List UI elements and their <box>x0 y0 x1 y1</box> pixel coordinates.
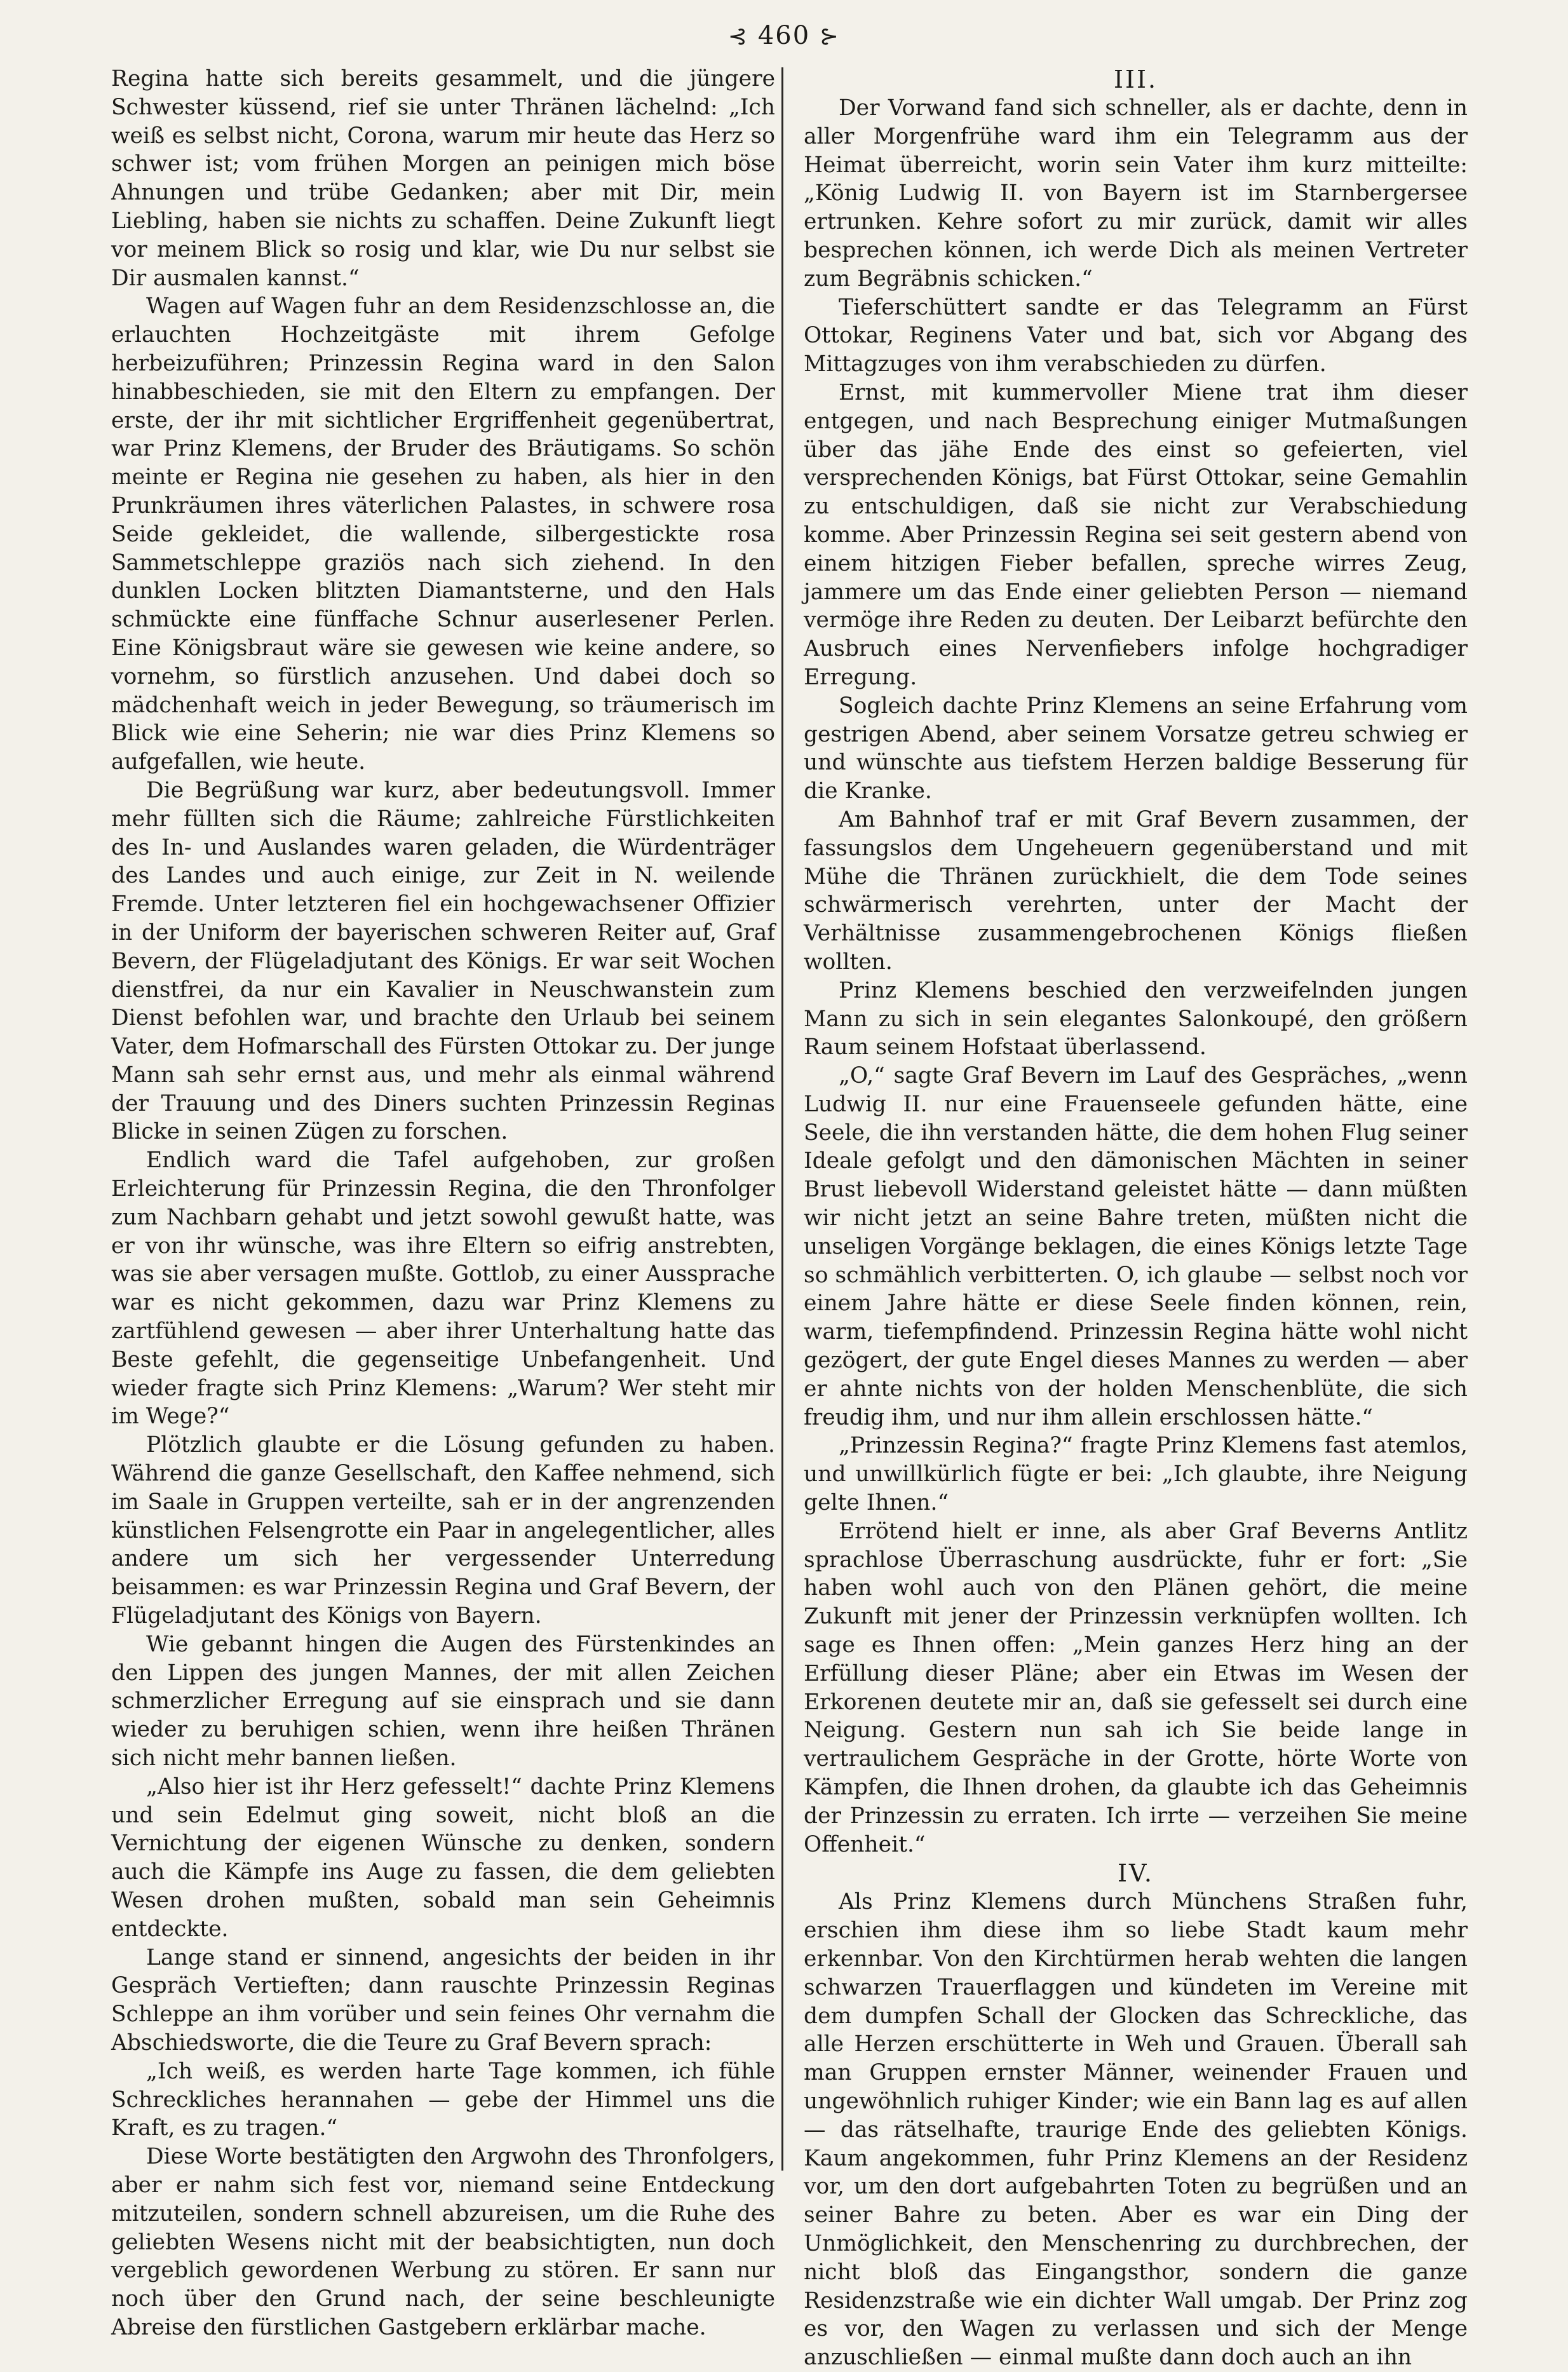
paragraph: „Ich weiß, es werden harte Tage kommen, ich fühle Schreckliches herannahen — gebe der Himmel uns die Kraft, es zu tragen.“ <box>111 2058 775 2141</box>
paragraph: Wie gebannt hingen die Augen des Fürstenkindes an den Lippen des jungen Mannes, der mit allen Zeichen schmerzlicher Erregung auf sie einsprach und sie dann wieder zu beruhigen schien, wenn ihre heißen Thränen sich nicht mehr bannen ließen. <box>111 1631 775 1772</box>
paragraph: Als Prinz Klemens durch Münchens Straßen fuhr, erschien ihm diese ihm so liebe Stadt kaum mehr erkennbar. Von den Kirchtürmen herab wehten die langen schwarzen Trauerflaggen und kündeten im Vereine mit dem dumpfen Schall der Glocken das Schreckliche, das alle Herzen erschütterte in Weh und Grauen. Überall sah man Gruppen ernster Männer, weinender Frauen und ungewöhnlich ruhiger Kinder; wie ein Bann lag es auf allen — das rätselhafte, traurige Ende des geliebten Königs. Kaum angekommen, fuhr Prinz Klemens an der Residenz vor, um den dort aufgebahrten Toten zu begrüßen und an seiner Bahre zu beten. Aber es war ein Ding der Unmöglichkeit, den Menschenring zu durchbrechen, der nicht bloß das Eingangsthor, sondern die ganze Residenzstraße wie ein dichter Wall umgab. Der Prinz zog es vor, den Wagen zu verlassen und sich der Menge anzuschließen — einmal mußte dann doch auch an ihn <box>804 1889 1468 2371</box>
left-column <box>111 65 775 2340</box>
paragraph: Regina hatte sich bereits gesammelt, und die jüngere Schwester küssend, rief sie unter Thränen lächelnd: „Ich weiß es selbst nicht, Corona, warum mir heute das Herz so schwer ist; vom frühen Morgen an peinigen mich böse Ahnungen und trübe Gedanken; aber mit Dir, mein Liebling, haben sie nichts zu schaffen. Deine Zukunft liegt vor meinem Blick so rosig und klar, wie Du nur selbst sie Dir ausmalen kannst.“ <box>111 66 775 291</box>
paragraph: Wagen auf Wagen fuhr an dem Residenzschlosse an, die erlauchten Hochzeitgäste mit ihrem Gefolge herbeizuführen; Prinzessin Regina ward in den Salon hinabbeschieden, sie mit den Eltern zu empfangen. Der erste, der ihr mit sichtlicher Ergriffenheit gegenübertrat, war Prinz Klemens, der Bruder des Bräutigams. So schön meinte er Regina nie gesehen zu haben, als hier in den Prunkräumen ihres väterlichen Palastes, in schwere rosa Seide gekleidet, die wallende, silbergestickte rosa Sammetschleppe graziös nach sich ziehend. In den dunklen Locken blitzten Diamantsterne, und den Hals schmückte eine fünffache Schnur auserlesener Perlen. Eine Königsbraut wäre sie gewesen wie keine andere, so vornehm, so fürstlich anzusehen. Und dabei doch so mädchenhaft weich in jeder Bewegung, so träumerisch im Blick wie eine Seherin; nie war dies Prinz Klemens so aufgefallen, wie heute. <box>111 294 775 775</box>
paragraph: Die Begrüßung war kurz, aber bedeutungsvoll. Immer mehr füllten sich die Räume; zahlreiche Fürstlichkeiten des In- und Auslandes waren geladen, die Würdenträger des Landes und auch einige, zur Zeit in N. weilende Fremde. Unter letzteren fiel ein hochgewachsener Offizier in der Uniform der bayerischen schweren Reiter auf, Graf Bevern, der Flügeladjutant des Königs. Er war seit Wochen dienstfrei, da nur ein Kavalier in Neuschwanstein zum Dienst befohlen war, und brachte den Urlaub bei seinem Vater, dem Hofmarschall des Fürsten Ottokar zu. Der junge Mann sah sehr ernst aus, und mehr als einmal während der Trauung und des Diners suchten Prinzessin Reginas Blicke in seinen Zügen zu forschen. <box>111 777 775 1145</box>
paragraph: Diese Worte bestätigten den Argwohn des Thronfolgers, aber er nahm sich fest vor, niemand seine Entdeckung mitzuteilen, sondern schnell abzureisen, um die Ruhe des geliebten Wesens nicht mit der beabsichtigten, nun doch vergeblich gewordenen Werbung zu stören. Er sann nur noch über den Grund nach, der seine beschleunigte Abreise den fürstlichen Gastgebern erklärbar mache. <box>111 2144 775 2340</box>
paragraph: Prinz Klemens beschied den verzweifelnden jungen Mann zu sich in sein elegantes Salonkoupé, den größern Raum seinem Hofstaat überlassend. <box>804 977 1468 1061</box>
page-folio <box>0 18 1568 55</box>
paragraph: Sogleich dachte Prinz Klemens an seine Erfahrung vom gestrigen Abend, aber seinem Vorsatze getreu schwieg er und wünschte aus tiefstem Herzen baldige Besserung für die Kranke. <box>804 693 1468 804</box>
paragraph: Errötend hielt er inne, als aber Graf Beverns Antlitz sprachlose Überraschung ausdrückte, fuhr er fort: „Sie haben wohl auch von den Plänen gehört, die meine Zukunft mit jener der Prinzessin verknüpfen wollten. Ich sage es Ihnen offen: „Mein ganzes Herz hing an der Erfüllung dieser Pläne; aber ein Etwas im Wesen der Erkorenen deutete mir an, daß sie gefesselt sei durch eine Neigung. Gestern nun sah ich Sie beide lange in vertraulichem Gespräche in der Grotte, hörte Worte von Kämpfen, die Ihnen drohen, da glaubte ich das Geheimnis der Prinzessin zu erraten. Ich irrte — verzeihen Sie meine Offenheit.“ <box>804 1518 1468 1857</box>
ornament-right: ⊱ <box>819 24 841 50</box>
paragraph: „Also hier ist ihr Herz gefesselt!“ dachte Prinz Klemens und sein Edelmut ging soweit, nicht bloß an die Vernichtung der eigenen Wünsche zu denken, sondern auch die Kämpfe ins Auge zu fassen, die dem geliebten Wesen drohen mußten, sobald man sein Geheimnis entdeckte. <box>111 1773 775 1942</box>
paragraph: Ernst, mit kummervoller Miene trat ihm dieser entgegen, und nach Besprechung einiger Mutmaßungen über das jähe Ende des einst so gefeierten, viel versprechenden Königs, bat Fürst Ottokar, seine Gemahlin zu entschuldigen, daß sie nicht zur Verabschiedung komme. Aber Prinzessin Regina sei seit gestern abend von einem hitzigen Fieber befallen, spreche wirres Zeug, jammere um das Ende einer geliebten Person — niemand vermöge ihre Reden zu deuten. Der Leibarzt befürchte den Ausbruch eines Nervenfiebers infolge hochgradiger Erregung. <box>804 379 1468 690</box>
paragraph: Endlich ward die Tafel aufgehoben, zur großen Erleichterung für Prinzessin Regina, die den Thronfolger zum Nachbarn gehabt und jetzt sowohl gewußt hatte, was er von ihr wünsche, was ihre Eltern so eifrig anstrebten, was sie aber versagen mußte. Gottlob, zu einer Aussprache war es nicht gekommen, dazu war Prinz Klemens zu zartfühlend gewesen — aber ihrer Unterhaltung hatte das Beste gefehlt, die gegenseitige Unbefangenheit. Und wieder fragte sich Prinz Klemens: „Warum? Wer steht mir im Wege?“ <box>111 1148 775 1430</box>
column-divider <box>781 67 783 2171</box>
right-column <box>804 65 1468 2371</box>
ornament-left: ⊰ <box>727 24 749 50</box>
paragraph: „Prinzessin Regina?“ fragte Prinz Klemens fast atemlos, und unwillkürlich fügte er bei: „Ich glaubte, ihre Neigung gelte Ihnen.“ <box>804 1433 1468 1516</box>
chapter-heading-iii: III. <box>1113 65 1158 93</box>
paragraph: Am Bahnhof traf er mit Graf Bevern zusammen, der fassungslos dem Ungeheuern gegenüberstand und mit Mühe die Thränen zurückhielt, die dem Tode seines schwärmerisch verehrten, unter der Macht der Verhältnisse zusammengebrochenen Königs fließen wollten. <box>804 806 1468 975</box>
paragraph: „O,“ sagte Graf Bevern im Lauf des Gespräches, „wenn Ludwig II. nur eine Frauenseele gefunden hätte, eine Seele, die ihn verstanden hätte, die dem hohen Flug seiner Ideale gefolgt und den dämonischen Mächten in seiner Brust liebevoll Widerstand geleistet hätte — dann müßten wir nicht jetzt an seine Bahre treten, müßten nicht die unseligen Vorgänge beklagen, die eines Königs letzte Tage so schmählich verbitterten. O, ich glaube — selbst noch vor einem Jahre hätte er diese Seele finden können, rein, warm, tiefempfindend. Prinzessin Regina hätte wohl nicht gezögert, der gute Engel dieses Mannes zu werden — aber er ahnte nichts von der holden Menschenblüte, die sich freudig ihm, und nur ihm allein erschlossen hätte.“ <box>804 1063 1468 1430</box>
paragraph: Der Vorwand fand sich schneller, als er dachte, denn in aller Morgenfrühe ward ihm ein Telegramm aus der Heimat überreicht, worin sein Vater ihm kurz mitteilte: „König Ludwig II. von Bayern ist im Starnbergersee ertrunken. Kehre sofort zu mir zurück, damit wir alles besprechen können, ich werde Dich als meinen Vertreter zum Begräbnis schicken.“ <box>804 95 1468 292</box>
paragraph: Lange stand er sinnend, angesichts der beiden in ihr Gespräch Vertieften; dann rauschte Prinzessin Reginas Schleppe an ihm vorüber und sein feines Ohr vernahm die Abschiedsworte, die die Teure zu Graf Bevern sprach: <box>111 1944 775 2056</box>
paragraph: Plötzlich glaubte er die Lösung gefunden zu haben. Während die ganze Gesellschaft, den Kaffee nehmend, sich im Saale in Gruppen verteilte, sah er in der angrenzenden künstlichen Felsengrotte ein Paar in angelegentlicher, alles andere um sich her vergessender Unterredung beisammen: es war Prinzessin Regina und Graf Bevern, der Flügeladjutant des Königs von Bayern. <box>111 1432 775 1629</box>
paragraph: Tieferschüttert sandte er das Telegramm an Fürst Ottokar, Reginens Vater und bat, sich vor Abgang des Mittagzuges von ihm verabschieden zu dürfen. <box>804 294 1468 377</box>
chapter-heading-iv: IV. <box>1118 1859 1154 1888</box>
page-number: 460 <box>757 21 811 50</box>
